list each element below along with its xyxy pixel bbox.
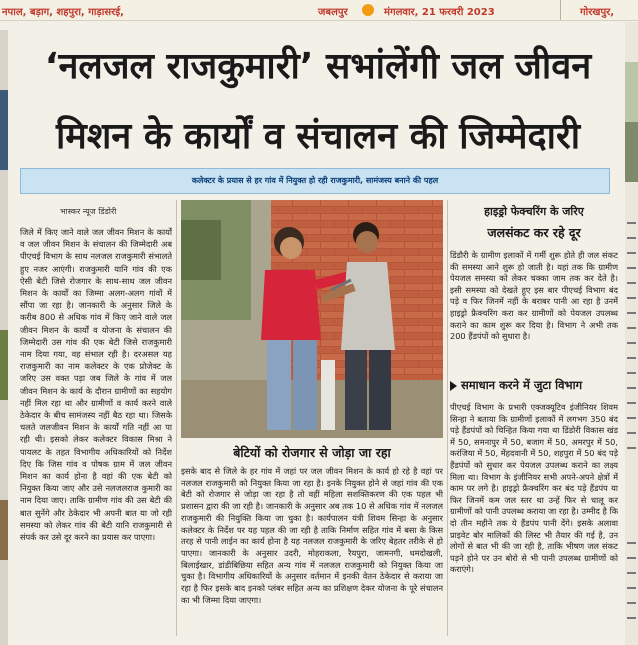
side-subheading-text: समाधान करने में जुटा विभाग <box>461 378 583 392</box>
subheadline-bar <box>20 168 610 194</box>
side-story <box>450 198 618 638</box>
side-heading-2: जलसंकट कर रहे दूर <box>487 225 581 240</box>
side-body-1: डिंडौरी के ग्रामीण इलाकों में गर्मी शुरू होते ही जल संकट की समस्या आने शुरू हो जाती है। यहां तक कि ग्रामीण पेयजल समस्या को लेकर चक्का जाम तक कर देते है। इसी समस्या को देखते हुए इस बार पीएचई विभाग बंद पड़े व फिर जिनमें नहीं के बराबर पानी आ रहा है उनमें हाइड्रो फ्रैक्चरिंग करा कर ग्रामीणों को पेयजल उपलब्ध कराने का काम शुरू कर दिया है। विभाग ने अभी तक 200 हैंडपंपों को सुधारा है। <box>450 250 618 342</box>
photo-illustration <box>181 200 443 438</box>
headline-line-2: मिशन के कार्यों व संचालन की जिम्मेदारी <box>55 116 581 157</box>
side-heading-1: हाइड्रो फेक्चरिंग के जरिए <box>484 205 584 218</box>
masthead-city: जबलपुर <box>318 7 348 18</box>
adjacent-page-edge-left <box>0 30 8 645</box>
left-column-text: जिले में किए जाने वाले जल जीवन मिशन के कार्यों व जल जीवन मिशन के संचालन की जिम्मेदारी अब पीएचई विभाग के साथ नलजल राजकुमारी संभालते हुए नजर आएंगी। राजकुमारी यानि गांव की एक ऐसी बेटी जिसे रोजगार के साथ-साथ जल जीवन मिशन के कार्यों का जिम्मा अलग-अलग गांवों में सौंपा जा रहा है। जानकारी के अनुसार जिले के करीब 800 से अधिक गांव में किए जाने वाले जल जीवन मिशन के कार्यों व योजना के संचालन की जिम्मेदारी उस गांव की एक बेटी जिसे राजकुमारी नाम दिया गया, वह संभाल रही है। दरअसल यह राजकुमारी का नाम कलेक्टर के एक प्रोजेक्ट के जरिए उस वक्त पड़ा जब जिले के गांव में जल जीवन मिशन के कार्य के दौरान ग्रामीणों का सहयोग नहीं मिल रहा था और ग्रामीणों व कार्य करने वाले ठेकेदार के बीच सामंजस्य नहीं बैठ रहा था। जिसके चलते जलजीवन मिशन के कार्यों गति नहीं आ पा रही थी। इसको लेकर कलेक्टर विकास मिश्रा ने पायलट के तहत विभागीय अधिकारियों को निर्देश दिए कि जिस गांव व पोषक ग्राम में जल जीवन मिशन का कार्य होना है वहां की एक बेटी को नियुक्त किया जाए और उसे नलजलराज कुमारी का नाम दिया जाए। ताकि ग्रामीण गांव की उस बेटी की बात सुनेंगे और ठेकेदार भी अपनी बात या जो रही समस्या को लेकर गांव की बेटी यानि राजकुमारी से संपर्क कर उसे दूर करने का प्रयास कर पाएगा। <box>20 227 172 543</box>
news-photo <box>181 200 443 438</box>
masthead-strip <box>0 0 638 21</box>
byline: भास्कर न्यूज डिंडोरी <box>60 207 117 216</box>
adjacent-page-edge-right <box>625 22 638 645</box>
triangle-bullet-icon <box>450 381 457 391</box>
column-rule-right <box>447 200 448 636</box>
middle-column-text: इसके बाद से जिले के हर गांव में जहां पर जल जीवन मिशन के कार्य हो रहे है वहां पर नलजल राजकुमारी को नियुक्त किया जा रहा है। इनके नियुक्त होने से जहां गांव की एक बेटी को रोजगार से जोड़ा जा रहा है तो वहीं महिला सशक्तिकरण की एक पहल भी प्रशासन द्वारा की जा रही है। जानकारी के अनुसार अब तक 10 से अधिक गांव में नलजल राजकुमारी की नियुक्ति किया जा चुका है। कार्यपालन यंत्री शिवम सिन्हा के अनुसार कलेक्टर के निर्देश पर यह पहल की जा रही है ताकि निर्माण सहित गांव में बसा के किस तरह से पानी लाईन का कार्य होना है यह नलजल राजकुमारी के जरिए बेहतर तरीके से हो पाएगा। जानकारी के अनुसार उदरी, मोहराकला, रैयपुरा, जामनगी, धमदोखली, बिलाईखार, डांडीबिछिया सहित अन्य गांव में नलजल राजकुमारी को नियुक्त किया जा चुका है। विभागीय अधिकारियों के अनुसार वर्तमान में इनकी वेतन ठेकेदार से कराया जा रहा है फिर इसके बाद इनको प्लंबर सहित अन्य का प्रशिक्षण देकर योजना के पूरे संचालन का भी जिम्मा दिया जाएगा। <box>181 466 443 605</box>
photo-caption: बेटियों को रोजगार से जोड़ा जा रहा <box>233 445 391 460</box>
side-body-2: पीएचई विभाग के प्रभारी एक्जक्यूटिव इंजीनियर शिवम सिन्हा ने बताया कि ग्रामीणों इलाकों में लगभग 350 बंद पड़े हैंडपंपों को चिन्हित किया गया था डिंडोरी विकास खंड में 50, समनापुर में 50, बजाग में 50, अमरपुर में 50, करंजिया में 50, मेंहदवानी में 50, शहपुरा में 50 बंद पड़े हैंडपंपों को सुधार कर पेयजल उपलब्ध कराने का लक्ष्य मिला था। विभाग के इंजीनियर सभी अपने-अपने क्षेत्रों में काम पर लगे है। हाइड्रो फ्रैक्चरिंग कर बंद पड़े हैंडपंप या फिर जिनमें कम जल स्तर था उन्हें फिर से चालू कर ग्रामीणों को पानी उपलब्ध कराया जा रहा है। उम्मीद है कि दो तीन महीने तक ये हैंडपंप पानी देंगे। इसके अलावा प्राइवेट बोर मालिकों की लिस्ट भी तैयार की गई है, उन लोगों से बात भी की जा रही है, ताकि भीषण जल संकट पड़ने होने पर उन बोरो से भी पानी उपलब्ध ग्रामीणों को कराएंगे। <box>450 402 618 575</box>
subheadline: कलेक्टर के प्रयास से हर गांव में नियुक्त हो रही राजकुमारी, सामंजस्य बनाने की पहल <box>191 176 439 185</box>
side-subheading <box>450 378 618 393</box>
headline-line-1: ‘नलजल राजकुमारी’ सभांलेंगी जल जीवन <box>44 46 592 87</box>
masthead-left-text: नपाल, बड़ाग, शहपुरा, गाड़ासरई, <box>2 7 124 18</box>
masthead-date: मंगलवार, 21 फरवरी 2023 <box>384 7 495 18</box>
masthead-right-text: गोरखपुर, <box>580 7 615 18</box>
sun-logo-icon <box>362 4 374 16</box>
masthead-divider <box>560 0 561 20</box>
column-rule-left <box>176 200 177 636</box>
